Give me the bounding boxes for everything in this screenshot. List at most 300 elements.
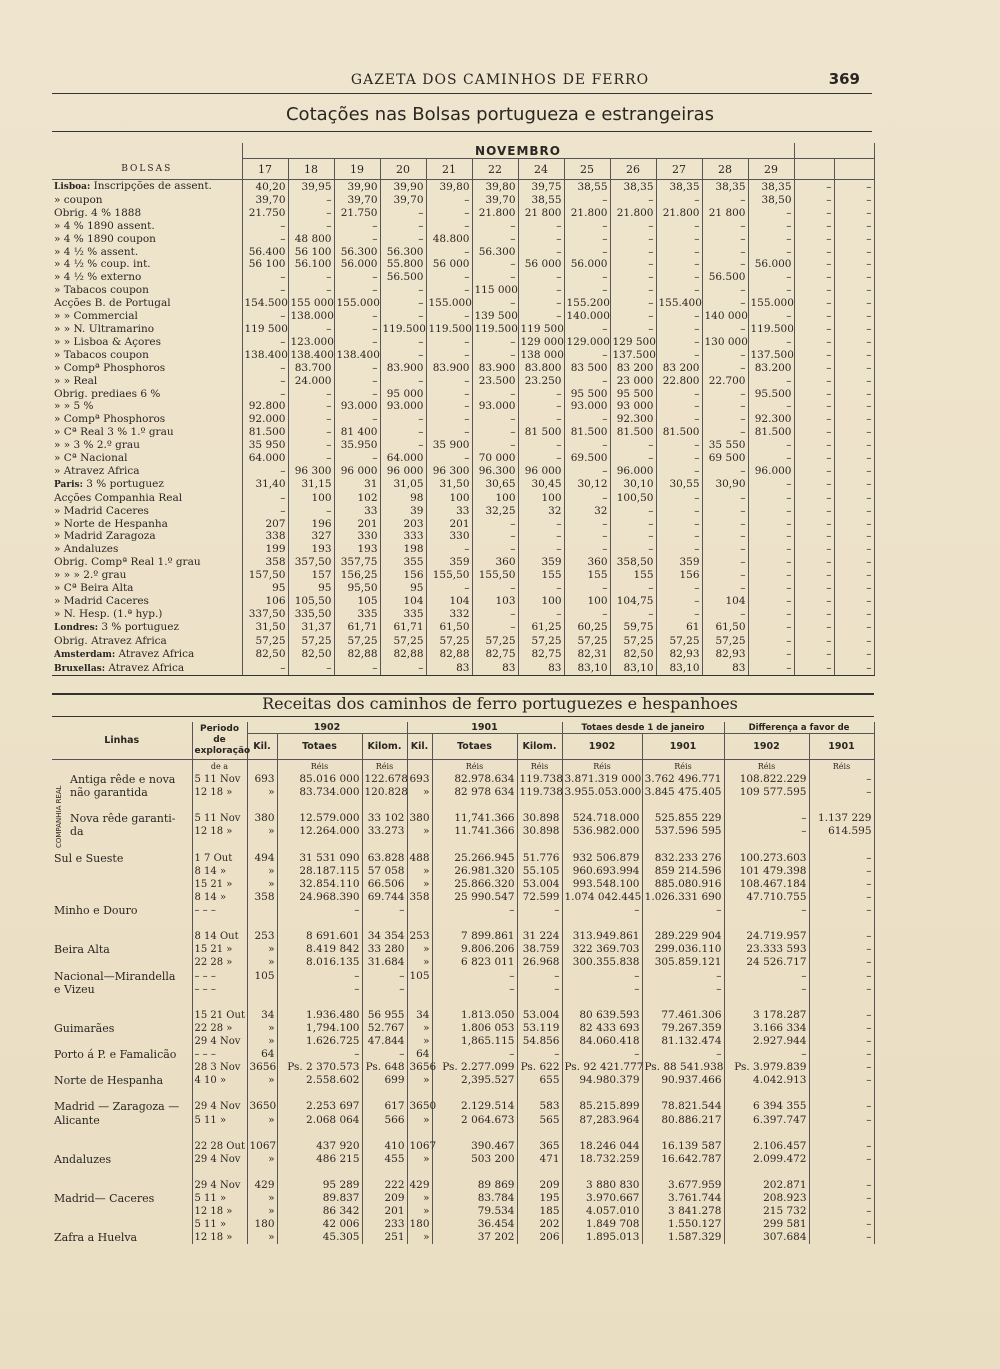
quote-value: – bbox=[288, 662, 334, 676]
col-kilom-1901: Kilom. bbox=[517, 734, 562, 760]
quote-value: 93.000 bbox=[334, 400, 380, 413]
line-name bbox=[52, 1061, 192, 1074]
revenue-row bbox=[52, 773, 874, 786]
revenue-row bbox=[52, 1074, 874, 1087]
revenue-d01: – bbox=[809, 1048, 874, 1061]
quote-value: 155,50 bbox=[472, 569, 518, 582]
quote-value: 56 000 bbox=[518, 258, 564, 271]
quote-value: – bbox=[518, 530, 564, 543]
quote-value: 39,80 bbox=[472, 180, 518, 194]
revenue-t01: 390.467 bbox=[432, 1140, 517, 1153]
quote-row bbox=[52, 413, 874, 426]
revenue-k: 380 bbox=[247, 812, 277, 825]
quote-value: 82,93 bbox=[702, 648, 748, 662]
quote-value: 115 000 bbox=[472, 284, 518, 297]
revenue-t01: 1.813.050 bbox=[432, 1009, 517, 1022]
quote-value: – bbox=[610, 439, 656, 452]
quote-row bbox=[52, 543, 874, 556]
quote-value: 39,70 bbox=[242, 194, 288, 207]
revenue-row bbox=[52, 878, 874, 891]
quote-value: 138.400 bbox=[242, 349, 288, 362]
quote-value: – bbox=[426, 543, 472, 556]
revenue-j01: – bbox=[642, 983, 724, 996]
quote-value: 156 bbox=[656, 569, 702, 582]
revenue-p bbox=[192, 1127, 247, 1140]
revenue-k: 693 bbox=[247, 773, 277, 786]
revenue-km01: 583 bbox=[517, 1100, 562, 1113]
line-name bbox=[52, 917, 192, 930]
security-name: » Atravez Africa bbox=[54, 464, 140, 477]
quote-value: – bbox=[656, 194, 702, 207]
quote-value: 81.500 bbox=[610, 426, 656, 439]
revenue-km02: 33 280 bbox=[362, 943, 407, 956]
revenue-t02: 8.016.135 bbox=[277, 956, 362, 969]
quote-value: 39,75 bbox=[518, 180, 564, 194]
revenue-row bbox=[52, 1114, 874, 1127]
revenue-km01: 53.004 bbox=[517, 878, 562, 891]
quote-value: – bbox=[472, 518, 518, 531]
revenue-t02 bbox=[277, 996, 362, 1009]
security-name: » Compª Phosphoros bbox=[54, 361, 166, 374]
col-kil-1901: Kil. bbox=[407, 734, 432, 760]
revenue-p: 28 3 Nov bbox=[192, 1061, 247, 1074]
revenue-k01: 488 bbox=[407, 852, 432, 865]
revenue-k01: » bbox=[407, 943, 432, 956]
cotacoes-title: Cotações nas Bolsas portugueza e estrangeiras bbox=[285, 104, 715, 125]
quote-value: – bbox=[794, 648, 834, 662]
quote-value: – bbox=[472, 258, 518, 271]
quote-value: – bbox=[564, 375, 610, 388]
quote-row bbox=[52, 297, 874, 310]
revenue-t02: 28.187.115 bbox=[277, 865, 362, 878]
revenue-t01: 1.806 053 bbox=[432, 1022, 517, 1035]
revenue-d02: 299 581 bbox=[724, 1218, 809, 1231]
quote-value: 359 bbox=[518, 556, 564, 569]
revenue-k bbox=[247, 917, 277, 930]
quote-value: – bbox=[564, 220, 610, 233]
quote-value: – bbox=[288, 452, 334, 465]
revenue-p bbox=[192, 1087, 247, 1100]
quote-value: 201 bbox=[334, 518, 380, 531]
quote-row bbox=[52, 362, 874, 375]
revenue-row bbox=[52, 1022, 874, 1035]
revenue-d01: – bbox=[809, 956, 874, 969]
quote-value: 95 bbox=[380, 582, 426, 595]
line-name: Guimarães bbox=[52, 1022, 192, 1035]
revenue-p: 1 7 Out bbox=[192, 852, 247, 865]
revenue-p: 29 4 Nov bbox=[192, 1035, 247, 1048]
day-header: 28 bbox=[702, 159, 748, 180]
quote-label bbox=[52, 621, 242, 635]
quote-value: – bbox=[794, 310, 834, 323]
revenue-j02: 94.980.379 bbox=[562, 1074, 642, 1087]
security-name: Obrig. prediaes 6 % bbox=[54, 387, 161, 400]
line-name bbox=[52, 1035, 192, 1048]
quote-value: 82,50 bbox=[288, 648, 334, 662]
revenue-j02: 18.732.259 bbox=[562, 1153, 642, 1166]
quote-value: – bbox=[794, 556, 834, 569]
security-name: » » 3 % 2.º grau bbox=[54, 439, 140, 452]
revenue-d02: Ps. 3.979.839 bbox=[724, 1061, 809, 1074]
quote-value: – bbox=[426, 349, 472, 362]
revenue-d01: – bbox=[809, 773, 874, 786]
quote-value: – bbox=[610, 452, 656, 465]
quote-value: – bbox=[472, 530, 518, 543]
quote-value: – bbox=[242, 284, 288, 297]
quote-value: – bbox=[834, 375, 874, 388]
quote-value: 82,75 bbox=[518, 648, 564, 662]
quote-value: 48.800 bbox=[426, 233, 472, 246]
quote-value: – bbox=[748, 207, 794, 220]
security-name: » 4 ½ % externo bbox=[54, 271, 142, 284]
revenue-k: 180 bbox=[247, 1218, 277, 1231]
revenue-d02: 108.467.184 bbox=[724, 878, 809, 891]
revenue-j01 bbox=[642, 917, 724, 930]
revenue-d02: – bbox=[724, 904, 809, 917]
quote-value: – bbox=[334, 323, 380, 336]
quote-value: 98 bbox=[380, 492, 426, 505]
quote-value: – bbox=[834, 621, 874, 635]
quote-value: 100 bbox=[518, 595, 564, 608]
unit-reis: Réis bbox=[517, 760, 562, 774]
security-name: » Madrid Caceres bbox=[54, 504, 149, 517]
revenue-j01: 859 214.596 bbox=[642, 865, 724, 878]
revenue-d02: – bbox=[724, 983, 809, 996]
revenue-row bbox=[52, 786, 874, 799]
line-name: da bbox=[52, 825, 192, 838]
revenue-j02 bbox=[562, 1087, 642, 1100]
security-name: » 4 % 1890 assent. bbox=[54, 219, 155, 232]
quote-value: 32,25 bbox=[472, 505, 518, 518]
revenue-p: 5 11 Nov bbox=[192, 812, 247, 825]
revenue-t01: 11,741.366 bbox=[432, 812, 517, 825]
quote-value: – bbox=[834, 635, 874, 648]
quote-value: – bbox=[794, 207, 834, 220]
quote-value: 30,12 bbox=[564, 478, 610, 492]
quote-value: – bbox=[426, 400, 472, 413]
quote-value: 201 bbox=[426, 518, 472, 531]
revenue-t01 bbox=[432, 799, 517, 812]
quote-value: 154.500 bbox=[242, 297, 288, 310]
revenue-row bbox=[52, 917, 874, 930]
revenue-j02: 932 506.879 bbox=[562, 852, 642, 865]
revenue-t02: – bbox=[277, 983, 362, 996]
quote-value: – bbox=[702, 413, 748, 426]
quote-value: – bbox=[334, 284, 380, 297]
security-name: » Madrid Zaragoza bbox=[54, 530, 156, 543]
quote-value: 70 000 bbox=[472, 452, 518, 465]
revenue-d01: – bbox=[809, 878, 874, 891]
revenue-d02: 23.333 593 bbox=[724, 943, 809, 956]
quote-value: 61,50 bbox=[702, 621, 748, 635]
revenue-km02 bbox=[362, 1087, 407, 1100]
quote-value: 95 500 bbox=[564, 388, 610, 401]
quote-value: – bbox=[702, 530, 748, 543]
quote-value: – bbox=[702, 362, 748, 375]
revenue-j02: – bbox=[562, 970, 642, 983]
revenue-t02 bbox=[277, 799, 362, 812]
revenue-km02 bbox=[362, 1127, 407, 1140]
quote-value: – bbox=[834, 505, 874, 518]
quote-value: 96 300 bbox=[288, 465, 334, 478]
quote-value: – bbox=[748, 284, 794, 297]
quote-value: 81.500 bbox=[564, 426, 610, 439]
revenue-k01: » bbox=[407, 1153, 432, 1166]
revenue-km01: 31 224 bbox=[517, 930, 562, 943]
quote-value: 100 bbox=[288, 492, 334, 505]
revenue-t02: 2.068 064 bbox=[277, 1114, 362, 1127]
col-linhas: Linhas bbox=[52, 722, 192, 760]
revenue-k: » bbox=[247, 786, 277, 799]
quote-value: 95 000 bbox=[380, 388, 426, 401]
revenue-j02: 3 880 830 bbox=[562, 1179, 642, 1192]
quote-value: – bbox=[242, 271, 288, 284]
quote-value: – bbox=[702, 543, 748, 556]
revenue-km02: – bbox=[362, 983, 407, 996]
quote-value: 38,35 bbox=[748, 180, 794, 194]
quote-value: 119.500 bbox=[748, 323, 794, 336]
security-name: » Tabacos coupon bbox=[54, 348, 149, 361]
revenue-j01: 16.139 587 bbox=[642, 1140, 724, 1153]
line-name: Andaluzes bbox=[52, 1153, 192, 1166]
security-name: Acções Companhia Real bbox=[54, 491, 183, 504]
quote-value: – bbox=[748, 662, 794, 676]
quote-value: – bbox=[748, 608, 794, 621]
quote-value: 21.800 bbox=[472, 207, 518, 220]
quote-value: – bbox=[380, 439, 426, 452]
quote-label bbox=[52, 323, 242, 336]
quote-label bbox=[52, 400, 242, 413]
revenue-km02: 66.506 bbox=[362, 878, 407, 891]
revenue-j02: 3.871.319 000 bbox=[562, 773, 642, 786]
revenue-j01: 80.886.217 bbox=[642, 1114, 724, 1127]
revenue-km02: 455 bbox=[362, 1153, 407, 1166]
quote-value: 95 bbox=[288, 582, 334, 595]
quote-value: – bbox=[610, 323, 656, 336]
revenue-p: – – – bbox=[192, 983, 247, 996]
revenue-j01: 299.036.110 bbox=[642, 943, 724, 956]
revenue-j01: 289.229 904 bbox=[642, 930, 724, 943]
revenue-j01: 537.596 595 bbox=[642, 825, 724, 838]
quote-value: – bbox=[748, 621, 794, 635]
revenue-j01: – bbox=[642, 1048, 724, 1061]
quote-value: – bbox=[794, 336, 834, 349]
quote-value: – bbox=[794, 569, 834, 582]
quote-value: 38,35 bbox=[656, 180, 702, 194]
security-name: » Andaluzes bbox=[54, 543, 119, 556]
revenue-j02: 536.982.000 bbox=[562, 825, 642, 838]
revenue-d01: – bbox=[809, 904, 874, 917]
revenue-d02: 202.871 bbox=[724, 1179, 809, 1192]
line-name bbox=[52, 1087, 192, 1100]
quote-value: – bbox=[610, 220, 656, 233]
quote-value: – bbox=[794, 284, 834, 297]
security-name: Atravez Africa bbox=[108, 661, 185, 674]
quote-value: – bbox=[834, 648, 874, 662]
quote-value: – bbox=[834, 258, 874, 271]
revenue-j01: 90.937.466 bbox=[642, 1074, 724, 1087]
revenue-d02: 215 732 bbox=[724, 1205, 809, 1218]
quote-value: 82,50 bbox=[242, 648, 288, 662]
quote-value: – bbox=[656, 388, 702, 401]
revenue-k bbox=[247, 996, 277, 1009]
quote-value: 35 900 bbox=[426, 439, 472, 452]
quote-value: – bbox=[794, 349, 834, 362]
revenue-p: 8 14 » bbox=[192, 865, 247, 878]
line-name bbox=[52, 1127, 192, 1140]
quote-value: – bbox=[518, 246, 564, 259]
security-name: » » Commercial bbox=[54, 310, 138, 323]
quote-value: – bbox=[610, 582, 656, 595]
quote-value: 93.000 bbox=[380, 400, 426, 413]
revenue-k01: » bbox=[407, 865, 432, 878]
quote-row bbox=[52, 465, 874, 478]
revenue-d01: – bbox=[809, 1179, 874, 1192]
quote-value: – bbox=[834, 297, 874, 310]
quote-value: 69 500 bbox=[702, 452, 748, 465]
quote-value: 82,88 bbox=[334, 648, 380, 662]
revenue-d02: – bbox=[724, 1048, 809, 1061]
revenue-row bbox=[52, 1218, 874, 1231]
quote-value: – bbox=[834, 413, 874, 426]
revenue-d01: – bbox=[809, 891, 874, 904]
revenue-t02 bbox=[277, 1087, 362, 1100]
revenue-p bbox=[192, 799, 247, 812]
revenue-d02: 101 479.398 bbox=[724, 865, 809, 878]
quote-value: 22.800 bbox=[656, 375, 702, 388]
security-name: » Norte de Hespanha bbox=[54, 517, 168, 530]
unit-reis: Réis bbox=[562, 760, 642, 774]
quote-value: – bbox=[794, 608, 834, 621]
quote-value: 61,71 bbox=[334, 621, 380, 635]
quote-value: – bbox=[380, 336, 426, 349]
revenue-p: 15 21 » bbox=[192, 943, 247, 956]
revenue-t01: 82.978.634 bbox=[432, 773, 517, 786]
revenue-t01: 2,395.527 bbox=[432, 1074, 517, 1087]
revenue-k: » bbox=[247, 1205, 277, 1218]
quote-value: 155,50 bbox=[426, 569, 472, 582]
quote-value: 33 bbox=[426, 505, 472, 518]
revenue-j02: 313.949.861 bbox=[562, 930, 642, 943]
quote-value: – bbox=[288, 207, 334, 220]
security-name: » Tabacos coupon bbox=[54, 284, 149, 297]
quote-row bbox=[52, 662, 874, 676]
quote-value: – bbox=[748, 400, 794, 413]
quote-value: – bbox=[748, 543, 794, 556]
quote-value: – bbox=[426, 388, 472, 401]
quote-value: – bbox=[610, 233, 656, 246]
quote-value: 138.400 bbox=[334, 349, 380, 362]
line-name bbox=[52, 878, 192, 891]
quote-value: 83 bbox=[426, 662, 472, 676]
revenue-km02: 410 bbox=[362, 1140, 407, 1153]
quote-value: 102 bbox=[334, 492, 380, 505]
revenue-j01: 1.587.329 bbox=[642, 1231, 724, 1244]
revenue-t02: – bbox=[277, 904, 362, 917]
quote-label bbox=[52, 388, 242, 401]
quote-value: – bbox=[564, 530, 610, 543]
quote-value: 92.300 bbox=[748, 413, 794, 426]
quote-value: – bbox=[702, 194, 748, 207]
revenue-t02: 437 920 bbox=[277, 1140, 362, 1153]
quote-value: – bbox=[748, 246, 794, 259]
revenue-k: » bbox=[247, 1153, 277, 1166]
unit-periodo: de a bbox=[192, 760, 247, 774]
quote-value: – bbox=[518, 271, 564, 284]
revenue-d01: – bbox=[809, 930, 874, 943]
revenue-t01 bbox=[432, 1166, 517, 1179]
revenue-d01: – bbox=[809, 1231, 874, 1244]
quote-value: – bbox=[702, 492, 748, 505]
revenue-j02 bbox=[562, 1166, 642, 1179]
quote-value: – bbox=[334, 310, 380, 323]
revenue-j01: 3.677.959 bbox=[642, 1179, 724, 1192]
quote-value: – bbox=[834, 194, 874, 207]
quote-row bbox=[52, 207, 874, 220]
revenue-p: 12 18 » bbox=[192, 1205, 247, 1218]
quote-value: – bbox=[834, 388, 874, 401]
quote-value: – bbox=[288, 271, 334, 284]
quote-value: 83.900 bbox=[426, 362, 472, 375]
quote-value: – bbox=[794, 323, 834, 336]
day-header: 27 bbox=[656, 159, 702, 180]
revenue-j01 bbox=[642, 1166, 724, 1179]
quote-value: – bbox=[334, 233, 380, 246]
quote-value: 96.000 bbox=[748, 465, 794, 478]
revenue-km01: Ps. 622 bbox=[517, 1061, 562, 1074]
revenue-d01: – bbox=[809, 786, 874, 799]
revenue-row bbox=[52, 839, 874, 852]
quote-value: – bbox=[834, 478, 874, 492]
quote-row bbox=[52, 323, 874, 336]
quote-value: 137.500 bbox=[610, 349, 656, 362]
day-header: 19 bbox=[334, 159, 380, 180]
quote-value: – bbox=[242, 505, 288, 518]
quote-value: – bbox=[748, 648, 794, 662]
revenue-t01: – bbox=[432, 970, 517, 983]
revenue-j02: 3.955.053.000 bbox=[562, 786, 642, 799]
quote-value: 83 200 bbox=[610, 362, 656, 375]
quote-value: – bbox=[472, 388, 518, 401]
quote-value: – bbox=[288, 505, 334, 518]
quote-value: – bbox=[334, 375, 380, 388]
revenue-t01 bbox=[432, 996, 517, 1009]
quote-value: 81 400 bbox=[334, 426, 380, 439]
revenue-p: 22 28 Out bbox=[192, 1140, 247, 1153]
quote-value: 332 bbox=[426, 608, 472, 621]
quote-value: 35 550 bbox=[702, 439, 748, 452]
quote-label bbox=[52, 258, 242, 271]
quote-value: 39,80 bbox=[426, 180, 472, 194]
quote-value: 31,05 bbox=[380, 478, 426, 492]
revenue-t02: 95 289 bbox=[277, 1179, 362, 1192]
revenue-d01: – bbox=[809, 1009, 874, 1022]
revenue-km01: – bbox=[517, 1048, 562, 1061]
quote-row bbox=[52, 556, 874, 569]
quote-value: – bbox=[426, 220, 472, 233]
revenue-km01: 655 bbox=[517, 1074, 562, 1087]
revenue-t02: 45.305 bbox=[277, 1231, 362, 1244]
revenue-km02 bbox=[362, 839, 407, 852]
line-name: Alicante bbox=[52, 1114, 192, 1127]
revenue-d01 bbox=[809, 1087, 874, 1100]
bolsas-table bbox=[52, 143, 875, 676]
revenue-km02: 52.767 bbox=[362, 1022, 407, 1035]
quote-value: – bbox=[656, 400, 702, 413]
quote-value: 57,25 bbox=[288, 635, 334, 648]
quote-value: – bbox=[834, 608, 874, 621]
security-name: 3 % portuguez bbox=[101, 620, 179, 633]
